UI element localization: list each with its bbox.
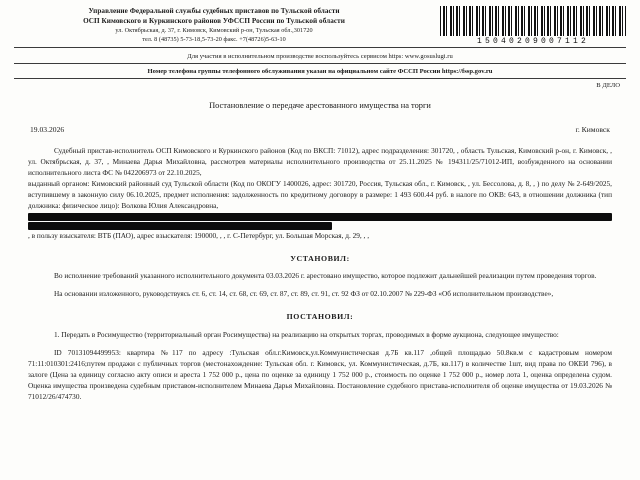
paragraph-7: ID 70131094499953: квартира №117 по адресу :Тульская обл.г.Кимовск,ул.Коммунистическая д.7Б кв.117 ,общей площадью 50.8кв.м с кадастровым номером 71:11:010301:2416;путем продажи с публичных торгов (местонахождение: Тульская обл. г. Кимовск, ул. Коммунистическая, д.7Б, кв.117) в количестве 1шт, вид права по ОКЕИ 796), в залоге (Цена за единицу согласно акту описи и ареста 1 752 000 р., цена по оценке за единицу 1 752 000 р., стоимость по оценке 1 752 000 р., номер лота 1, оценка определена судом. Оценка имущества произведена судебным приставом-исполнителем Минаева Дарья Михайловна. Постановление судебного пристава-исполнителя об оценке имущества от 19.03.2026 № 71012/26/474730. <box>28 347 612 401</box>
document-header <box>0 0 640 44</box>
page-title: Постановление о передаче арестованного имущества на торги <box>209 101 431 111</box>
barcode-image <box>440 6 626 36</box>
paragraph-2: выданный органом: Кимовский районный суд Тульской области (Код по ОКОГУ 1400026, адрес: 301720, Россия, Тульская обл., г. Кимовск, , ул. Бессолова, д. 8, , ) по делу № 2-649/2025, вступившему в законную силу 06.10.2025, предмет исполнения: задолженность по кредитному договору в размере: 1 493 600.44 руб. в налоге по ОКВ: 643, в отношении должника (тип должника: физическое лицо): Волкова Юлия Александровна, <box>28 178 612 210</box>
gosuslugi-notice: Для участия в исполнительном производстве воспользуйтесь сервисом https: www.gosuslugi.ru <box>187 53 453 61</box>
paragraph-1: Судебный пристав-исполнитель ОСП Кимовского и Куркинского районов (Код по ВКСП: 71012), адрес подразделения: 301720, , область Тульская, Кимовский р-он, г. Кимовск, , ул. Октябрьская, д. 37, , Минаева Дарья Михайловна, рассмотрев материалы исполнительного производства от 25.11.2025 № 194311/25/71012-ИП, возбужденного на основании исполнительного листа ФС № 042206973 от 22.10.2025, <box>28 146 612 177</box>
redaction-bar-2 <box>28 222 332 230</box>
document-date: 19.03.2026 <box>30 125 65 135</box>
organization-address: ул. Октябрьская, д. 37, г. Кимовск, Кимовский р-он, Тульская обл.,301720 <box>115 27 313 34</box>
divider-middle <box>14 63 626 64</box>
paragraph-3: , в пользу взыскателя: ВТБ (ПАО), адрес взыскателя: 190000, , , г. С-Петербург, ул. Большая Морская, д. 29, , , <box>28 230 370 240</box>
organization-line-2: ОСП Кимовского и Куркинского районов УФССП России по Тульской области <box>83 16 345 25</box>
phone-notice: Номер телефона группы телефонного обслуживания указан на официальном сайте ФССП России https://fssp.gov.ru <box>147 68 493 76</box>
spacer-1 <box>28 282 612 289</box>
divider-top <box>14 47 626 48</box>
paragraph-5: На основании изложенного, руководствуясь ст. 6, ст. 14, ст. 68, ст. 69, ст. 87, ст. 89, ст. 91, ст. 92 ФЗ от 02.10.2007 № 229-ФЗ «Об исполнительном производстве», <box>54 289 554 299</box>
spacer-2 <box>28 341 612 348</box>
postanovil-heading: ПОСТАНОВИЛ: <box>286 312 354 322</box>
barcode-digits: 15040209007112 <box>476 37 589 46</box>
v-delo-mark: В ДЕЛО <box>596 82 620 90</box>
barcode-block <box>440 6 626 46</box>
document-body <box>0 146 640 402</box>
redaction-block <box>28 213 612 230</box>
paragraph-6: 1. Передать в Росимущество (территориальный орган Росимущества) на реализацию на открытых торгах, проводимых в форме аукциона, следующее имущество: <box>54 329 559 339</box>
document-city: г. Кимовск <box>575 125 610 135</box>
organization-name <box>14 7 414 44</box>
organization-line-1: Управление Федеральной службы судебных приставов по Тульской области <box>88 7 340 15</box>
paragraph-4: Во исполнение требований указанного исполнительного документа 03.03.2026 г. арестовано имущество, которое подлежит дальнейшей реализации путем проведения торгов. <box>54 271 597 281</box>
document-meta <box>0 125 640 134</box>
redaction-bar-1 <box>28 213 612 221</box>
ustanovil-heading: УСТАНОВИЛ: <box>290 253 350 263</box>
organization-contacts: тел. 8 (48735) 5-73-18,5-73-20 факс. +7(48726)5-63-10 <box>142 36 286 44</box>
